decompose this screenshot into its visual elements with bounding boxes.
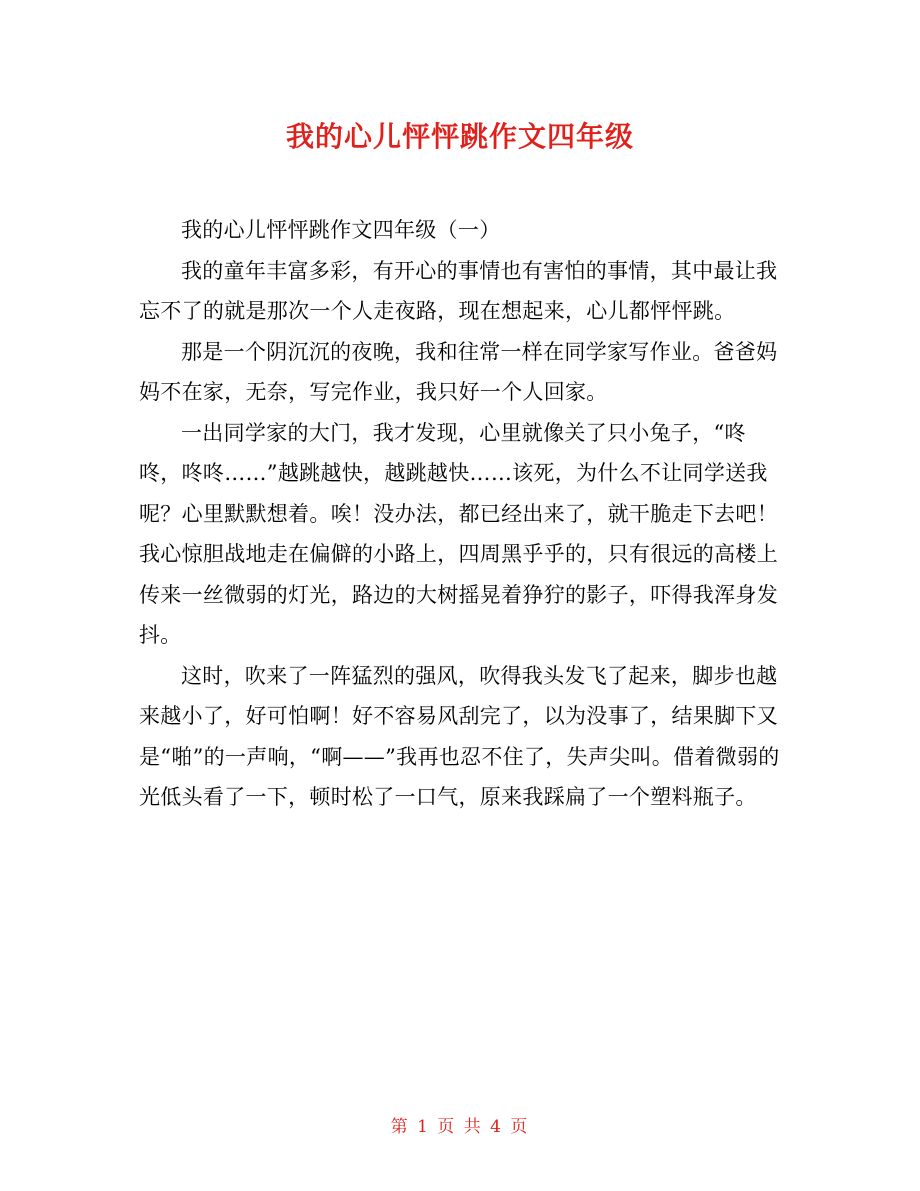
section-heading: 我的心儿怦怦跳作文四年级（一） <box>181 218 501 242</box>
page-number-footer: 第 1 页 共 4 页 <box>390 1117 530 1137</box>
document-title: 我的心儿怦怦跳作文四年级 <box>285 120 634 153</box>
paragraph: 一出同学家的大门，我才发现，心里就像关了只小兔子，“咚咚，咚咚……”越跳越快，越跳越快……该死，为什么不让同学送我呢？心里默默想着。唉！没办法，都已经出来了，就干脆走下去吧！我心惊胆战地走在偏僻的小路上，四周黑乎乎的，只有很远的高楼上传来一丝微弱的灯光，路边的大树摇晃着狰狞的影子，吓得我浑身发抖。 <box>139 420 778 647</box>
paragraph: 那是一个阴沉沉的夜晚，我和往常一样在同学家写作业。爸爸妈妈不在家，无奈，写完作业，我只好一个人回家。 <box>139 339 778 404</box>
paragraph: 我的童年丰富多彩，有开心的事情也有害怕的事情，其中最让我忘不了的就是那次一个人走夜路，现在想起来，心儿都怦怦跳。 <box>139 258 778 323</box>
paragraph: 这时，吹来了一阵猛烈的强风，吹得我头发飞了起来，脚步也越来越小了，好可怕啊！好不容易风刮完了，以为没事了，结果脚下又是“啪”的一声响，“啊——”我再也忍不住了，失声尖叫。借着微弱的光低头看了一下，顿时松了一口气，原来我踩扁了一个塑料瓶子。 <box>139 663 780 809</box>
document-body <box>139 210 784 818</box>
